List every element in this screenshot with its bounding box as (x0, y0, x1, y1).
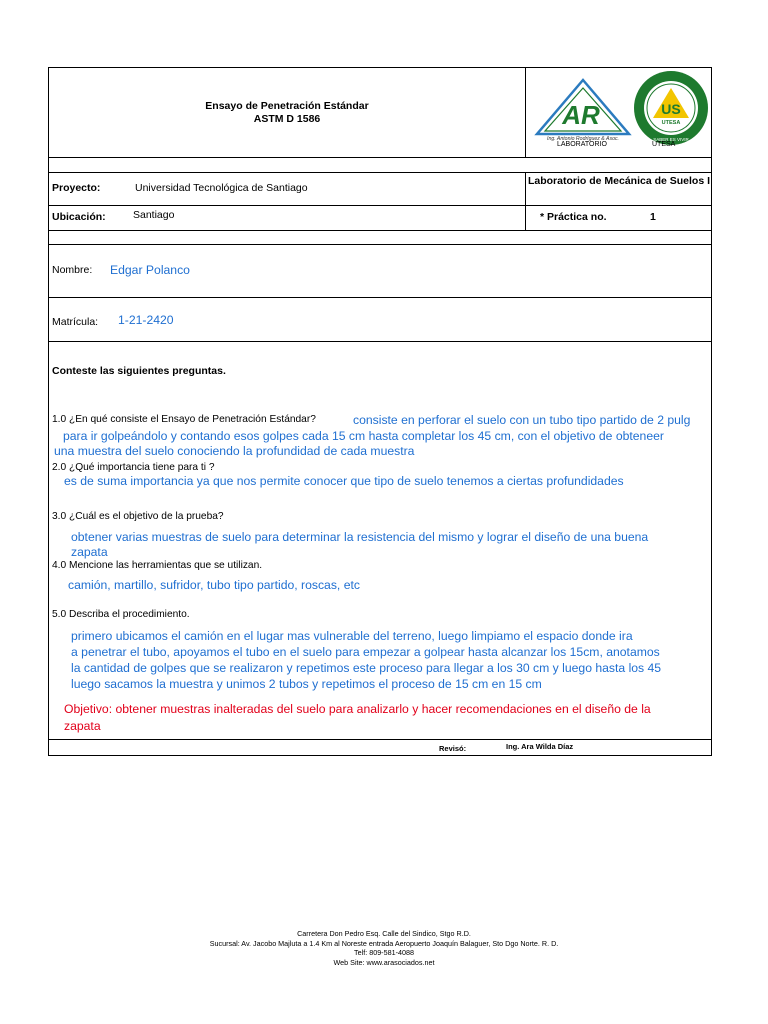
footer-address (0, 929, 768, 967)
objective-line-1: Objetivo: obtener muestras inalteradas del suelo para analizarlo y hacer recomendaciones en el diseño de la (64, 702, 651, 716)
separator-line (49, 172, 711, 173)
question-1: 1.0 ¿En qué consiste el Ensayo de Penetración Estándar? (52, 414, 316, 425)
id-value: 1-21-2420 (118, 313, 174, 327)
name-label: Nombre: (52, 264, 93, 276)
location-label: Ubicación: (52, 211, 106, 223)
lab-title: Laboratorio de Mecánica de Suelos I (527, 175, 711, 187)
reviewer-name: Ing. Ara Wilda Díaz (506, 742, 574, 751)
ar-logo-icon (531, 76, 635, 142)
review-label: Revisó: (439, 744, 467, 753)
name-bottom-line (49, 297, 711, 298)
project-bottom-line (49, 205, 711, 206)
project-label: Proyecto: (52, 182, 101, 194)
logo-caption-utesa: UTESA (652, 141, 676, 148)
review-top-line (49, 739, 711, 740)
question-3: 3.0 ¿Cuál es el objetivo de la prueba? (52, 511, 224, 522)
ar-logo-letters: AR (562, 100, 600, 130)
name-value: Edgar Polanco (110, 263, 190, 277)
title-line-1: Ensayo de Penetración Estándar (205, 100, 369, 112)
project-value: Universidad Tecnológica de Santiago (135, 182, 308, 194)
practice-value: 1 (650, 211, 656, 223)
location-value: Santiago (133, 209, 175, 221)
footer-website: Web Site: www.arasociados.net (333, 957, 435, 967)
question-2: 2.0 ¿Qué importancia tiene para ti ? (52, 462, 215, 473)
header-bottom-line (49, 157, 711, 158)
separator-line-2 (49, 244, 711, 245)
utesa-seal-letters: US (661, 101, 681, 117)
ar-logo-tagline: Ing. Antonio Rodríguez & Asoc. (547, 136, 619, 142)
id-label: Matrícula: (52, 316, 99, 328)
footer-line-2: Sucursal: Av. Jacobo Majluta a 1.4 Km al Noreste entrada Aeropuerto Joaquín Balaguer, Sto Dgo Norte. R. D. (209, 938, 559, 948)
title-line-2: ASTM D 1586 (253, 113, 321, 125)
answer-1-line-3: una muestra del suelo conociendo la profundidad de cada muestra (54, 444, 415, 458)
question-4: 4.0 Mencione las herramientas que se utilizan. (52, 560, 263, 571)
instructions: Conteste las siguientes preguntas. (52, 365, 226, 377)
answer-5-line-3: la cantidad de golpes que se realizaron y repetimos este proceso para llegar a los 30 cm y luego hasta los 45 (71, 661, 662, 675)
id-bottom-line (49, 341, 711, 342)
answer-3-line-1: obtener varias muestras de suelo para determinar la resistencia del mismo y lograr el diseño de una buena (71, 530, 649, 544)
answer-5-line-4: luego sacamos la muestra y unimos 2 tubos y repetimos el proceso de 15 cm en 15 cm (71, 677, 542, 691)
practice-label: * Práctica no. (540, 211, 607, 223)
header-divider (525, 68, 526, 157)
answer-1-line-2: para ir golpeándolo y contando esos golpes cada 15 cm hasta completar los 45 cm, con el objetivo de obteneer (63, 429, 664, 443)
utesa-seal-icon (631, 70, 711, 148)
footer-line-1: Carretera Don Pedro Esq. Calle del Sindico, Stgo R.D. (297, 929, 471, 938)
utesa-seal-name: UTESA (661, 120, 681, 126)
answer-5-line-2: a penetrar el tubo, apoyamos el tubo en el suelo para empezar a golpear hasta alcanzar los 15cm, anotamos (71, 645, 660, 659)
logo-caption-laboratorio: LABORATORIO (557, 141, 607, 148)
question-5: 5.0 Describa el procedimiento. (52, 609, 190, 620)
footer-phone: Telf: 809-581-4088 (354, 948, 414, 958)
utesa-seal-motto: SABER ES VIVIR (653, 137, 689, 142)
form-sheet (48, 67, 712, 756)
answer-1-line-1: consiste en perforar el suelo con un tubo tipo partido de 2 pulg (353, 413, 691, 427)
answer-4: camión, martillo, sufridor, tubo tipo partido, roscas, etc (68, 578, 360, 592)
location-bottom-line (49, 230, 711, 231)
answer-3-line-2: zapata (71, 545, 108, 559)
answer-2: es de suma importancia ya que nos permite conocer que tipo de suelo tenemos a ciertas profundidades (64, 474, 624, 488)
objective-line-2: zapata (64, 719, 101, 733)
page-title (49, 100, 525, 126)
answer-5-line-1: primero ubicamos el camión en el lugar mas vulnerable del terreno, luego limpiamo el espacio donde ira (71, 629, 633, 643)
